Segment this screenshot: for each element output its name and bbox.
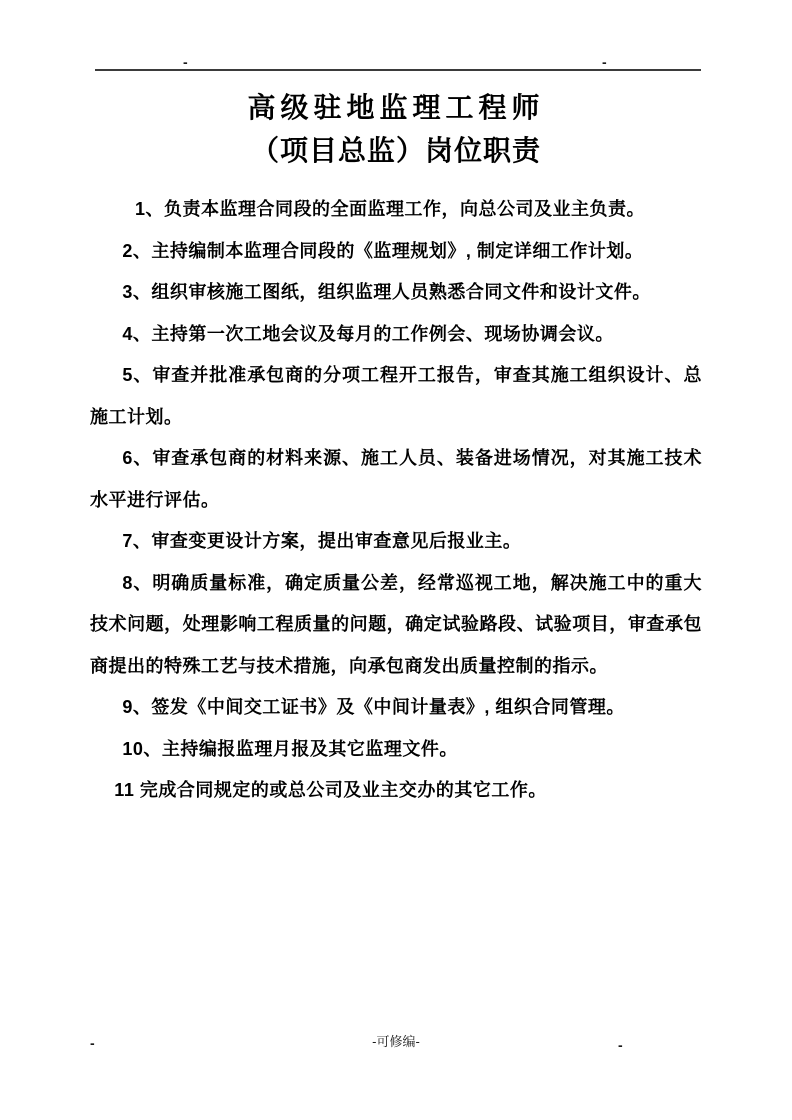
list-item-2: 2、主持编制本监理合同段的《监理规划》, 制定详细工作计划。 [122,240,644,261]
list-item-9: 9、签发《中间交工证书》及《中间计量表》, 组织合同管理。 [122,697,625,717]
footer-edit-note: -可修编- [372,1034,420,1049]
header-right-dash: - [602,54,607,70]
list-item-4: 4、主持第一次工地会议及每月的工作例会、现场协调会议。 [122,323,614,344]
document-title [0,86,792,172]
list-item-8: 8、明确质量标准，确定质量公差，经常巡视工地，解决施工中的重大技术问题，处理影响工程质量的问题，确定试验路段、试验项目，审查承包商提出的特殊工艺与技术措施，向承包商发出质量控制的指示。 [90,572,702,676]
title-line-1: 高级驻地监理工程师 [247,92,545,123]
list-item-5: 5、审查并批准承包商的分项工程开工报告，审查其施工组织设计、总施工计划。 [90,365,702,427]
title-line-2: （项目总监）岗位职责 [250,135,541,166]
header-rule-divider [95,69,701,71]
list-item-11: 11 完成合同规定的或总公司及业主交办的其它工作。 [114,780,547,800]
responsibilities-list [90,189,702,812]
list-item-3: 3、组织审核施工图纸，组织监理人员熟悉合同文件和设计文件。 [122,282,651,302]
list-item-6: 6、审查承包商的材料来源、施工人员、装备进场情况，对其施工技术水平进行评估。 [90,448,702,510]
header-left-dash: - [183,54,188,70]
list-item-7: 7、审查变更设计方案，提出审查意见后报业主。 [122,531,522,551]
footer-left-dash: - [90,1035,95,1051]
list-item-1: 1、负责本监理合同段的全面监理工作，向总公司及业主负责。 [135,199,646,219]
list-item-10: 10、主持编报监理月报及其它监理文件。 [122,738,458,759]
footer-right-dash: - [618,1037,623,1053]
